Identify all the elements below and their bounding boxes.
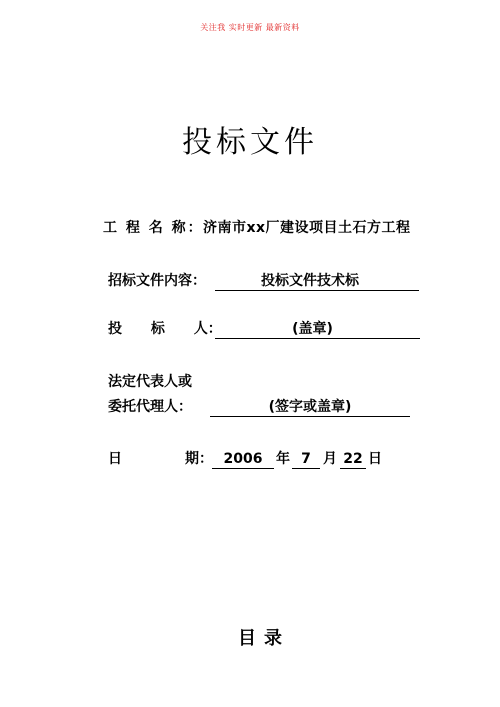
table-of-contents-title: 目录 <box>238 628 290 649</box>
signature-field: (签字或盖章) <box>210 398 410 417</box>
project-name-value: 济南市xx厂建设项目土石方工程 <box>203 220 411 236</box>
tender-content-label: 招标文件内容： <box>108 273 206 289</box>
legal-representative-label: 法定代表人或 <box>108 374 192 390</box>
authorized-agent-label: 委托代理人： <box>108 399 192 415</box>
date-label-second: 期： <box>185 451 213 467</box>
project-name-label: 工 程 名 称： <box>103 220 204 236</box>
bidder-label-char-2: 标 <box>150 321 165 337</box>
date-label-first: 日 <box>108 451 122 467</box>
header-note: 关注我 实时更新 最新资料 <box>200 23 300 32</box>
date-day-unit: 日 <box>368 451 382 467</box>
bidder-label-char-3: 人： <box>193 321 222 337</box>
bidder-label-char-1: 投 <box>108 321 122 337</box>
date-month-unit: 月 <box>323 451 337 467</box>
bidder-label <box>108 320 222 338</box>
bidder-seal-field: (盖章) <box>215 320 420 339</box>
tender-content-value: 投标文件技术标 <box>215 272 419 291</box>
date-year-unit: 年 <box>276 451 290 467</box>
date-month-value: 7 <box>292 450 320 469</box>
document-title: 投标文件 <box>182 125 318 160</box>
date-day-value: 22 <box>340 450 366 469</box>
date-year-value: 2006 <box>212 450 274 469</box>
